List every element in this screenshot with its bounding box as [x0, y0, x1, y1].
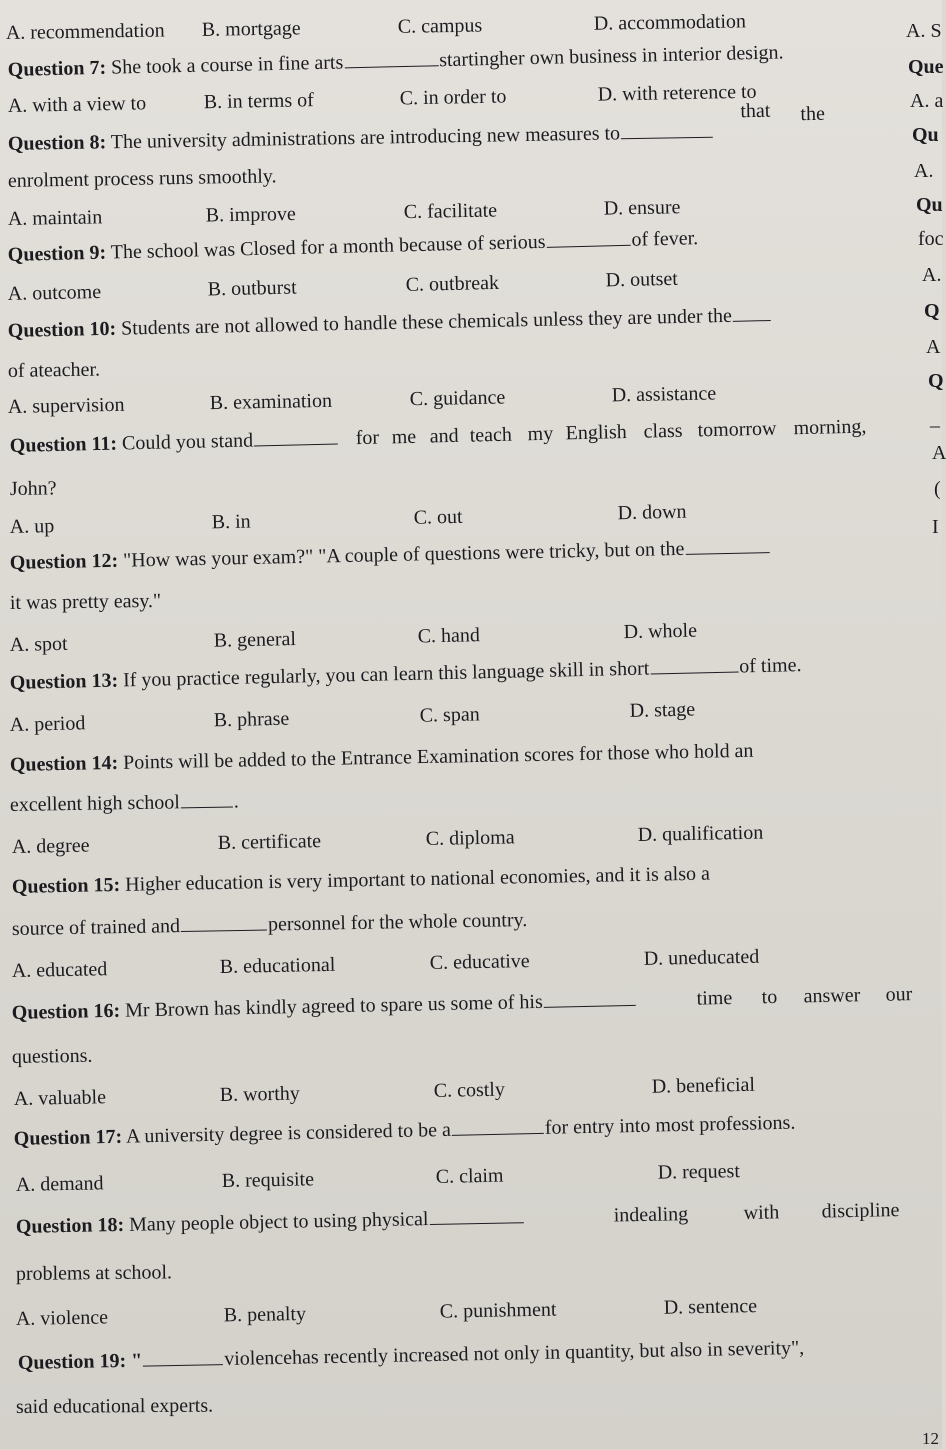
q13-option-c[interactable]: C. span	[419, 703, 480, 727]
q14-text-line2-end: .	[233, 790, 239, 813]
q11-word-morning: morning,	[793, 415, 867, 440]
right-fragment: A. a	[910, 90, 944, 112]
right-fragment: Q	[924, 300, 940, 322]
right-fragment: Qu	[916, 194, 943, 216]
q15-text-before: Higher education is very important to national economies, and it is also a	[124, 862, 711, 896]
q11-word-me: me	[391, 425, 417, 449]
q7-label: Question 7:	[7, 56, 107, 81]
q14-text-line2-wrap	[10, 790, 239, 816]
q8-option-d[interactable]: D. ensure	[603, 196, 681, 220]
q10-text-line2: of ateacher.	[7, 358, 101, 382]
page-number: 12	[922, 1429, 939, 1448]
q15-answer-blank[interactable]	[181, 916, 267, 932]
q7-text-after: startingher own business in interior design.	[438, 41, 784, 72]
right-fragment: A	[932, 442, 946, 464]
q11-text-line2: John?	[9, 477, 57, 500]
q14-answer-blank[interactable]	[181, 793, 233, 809]
q14-label: Question 14:	[9, 751, 119, 776]
q11-word-tomorrow: tomorrow	[697, 417, 777, 442]
q18-option-d[interactable]: D. sentence	[663, 1295, 758, 1319]
q18-option-a[interactable]: A. violence	[15, 1306, 109, 1330]
right-fragment: Que	[908, 56, 944, 78]
q8-text-after-2: the	[800, 102, 826, 126]
q16-word-our: our	[885, 983, 913, 1006]
q16-text-before: Mr Brown has kindly agreed to spare us some of his	[124, 990, 543, 1022]
q12-text-before: "How was your exam?" "A couple of questions were tricky, but on the	[122, 537, 685, 572]
q16-answer-blank[interactable]	[544, 991, 636, 1008]
q18-text	[16, 1206, 525, 1238]
q13-option-b[interactable]: B. phrase	[213, 707, 290, 732]
q6-option-a[interactable]: A. recommendation	[5, 19, 165, 44]
right-fragment: foc	[918, 228, 944, 250]
q17-label: Question 17:	[13, 1125, 123, 1150]
q10-option-d[interactable]: D. assistance	[611, 382, 717, 407]
q12-text	[10, 536, 771, 574]
q8-text-after-1: that	[740, 99, 771, 123]
q14-option-a[interactable]: A. degree	[11, 834, 90, 858]
q11-word-and: and	[429, 424, 459, 448]
q17-text	[14, 1112, 796, 1150]
q15-text-line2-wrap	[12, 909, 528, 940]
q13-answer-blank[interactable]	[650, 657, 738, 674]
q15-option-c[interactable]: C. educative	[429, 950, 530, 974]
q16-option-b[interactable]: B. worthy	[219, 1082, 300, 1107]
q7-option-a[interactable]: A. with a view to	[7, 92, 147, 117]
q7-option-d[interactable]: D. with reterence to	[597, 80, 757, 106]
right-fragment: A.	[922, 264, 942, 286]
q8-option-c[interactable]: C. facilitate	[403, 199, 498, 224]
q11-answer-blank[interactable]	[254, 430, 338, 447]
q8-label: Question 8:	[7, 131, 107, 155]
q12-option-c[interactable]: C. hand	[417, 624, 481, 648]
q16-text-line2: questions.	[11, 1044, 93, 1068]
q18-label: Question 18:	[15, 1213, 125, 1238]
q12-text-line2: it was pretty easy."	[9, 589, 162, 614]
q17-option-c[interactable]: C. claim	[435, 1164, 504, 1188]
q18-answer-blank[interactable]	[429, 1208, 523, 1225]
right-fragment: A. S	[906, 20, 942, 42]
q16-word-time: time	[696, 986, 733, 1010]
q9-option-a[interactable]: A. outcome	[7, 280, 102, 305]
q14-option-b[interactable]: B. certificate	[217, 830, 322, 855]
q17-answer-blank[interactable]	[452, 1119, 544, 1136]
q6-option-d[interactable]: D. accommodation	[593, 10, 747, 35]
q11-option-a[interactable]: A. up	[9, 514, 55, 538]
q6-option-c[interactable]: C. campus	[397, 14, 483, 38]
q15-option-a[interactable]: A. educated	[11, 958, 108, 982]
q9-option-b[interactable]: B. outburst	[207, 276, 297, 301]
q12-label: Question 12:	[9, 549, 119, 574]
q8-option-b[interactable]: B. improve	[205, 202, 296, 227]
q16-option-c[interactable]: C. costly	[433, 1078, 506, 1102]
q11-option-d[interactable]: D. down	[617, 500, 687, 525]
q11-word-english: English	[565, 421, 628, 445]
q14-option-d[interactable]: D. qualification	[637, 821, 764, 846]
q14-option-c[interactable]: C. diploma	[425, 826, 515, 851]
q16-text	[12, 989, 637, 1024]
q11-option-b[interactable]: B. in	[211, 510, 251, 534]
q17-option-a[interactable]: A. demand	[15, 1172, 104, 1196]
right-fragment: Qu	[912, 124, 939, 146]
q9-answer-blank[interactable]	[546, 231, 630, 248]
q18-word-indealing: indealing	[613, 1203, 689, 1227]
q14-text	[10, 740, 754, 776]
q15-option-d[interactable]: D. uneducated	[643, 945, 760, 970]
q11-word-for: for	[355, 426, 380, 450]
right-fragment: I	[932, 516, 939, 538]
right-fragment: (	[934, 478, 941, 500]
q8-option-a[interactable]: A. maintain	[7, 206, 103, 230]
q16-word-answer: answer	[803, 984, 861, 1008]
q11-text-before: Could you stand	[121, 429, 254, 455]
q18-text-line2: problems at school.	[15, 1261, 173, 1285]
q11-word-teach: teach	[469, 423, 513, 447]
q13-text-before: If you practice regularly, you can learn this language skill in short	[122, 657, 650, 692]
q12-answer-blank[interactable]	[685, 538, 769, 555]
q8-text	[8, 121, 715, 155]
q10-option-a[interactable]: A. supervision	[7, 393, 125, 418]
q16-option-d[interactable]: D. beneficial	[651, 1073, 756, 1098]
q12-option-b[interactable]: B. general	[213, 628, 297, 652]
q19-text-line2: said educational experts.	[15, 1394, 214, 1418]
q16-word-to: to	[761, 985, 778, 1009]
q15-label: Question 15:	[11, 873, 121, 898]
q8-text-line2: enrolment process runs smoothly.	[7, 165, 277, 192]
q11-label: Question 11:	[9, 432, 118, 457]
q13-text-after: of time.	[739, 654, 802, 678]
right-fragment: A	[926, 336, 941, 358]
q19-text-after: violencehas recently increased not only in quantity, but also in severity",	[224, 1336, 805, 1371]
q8-answer-blank[interactable]	[621, 123, 713, 140]
q10-answer-blank[interactable]	[733, 306, 771, 322]
q19-label: Question 19: "	[17, 1349, 143, 1374]
q9-text	[8, 227, 699, 266]
q6-option-b[interactable]: B. mortgage	[201, 17, 301, 41]
q18-word-discipline: discipline	[821, 1199, 900, 1223]
q15-text-line2-after: personnel for the whole country.	[267, 909, 528, 936]
q9-option-c[interactable]: C. outbreak	[405, 271, 500, 296]
q11-word-class: class	[643, 419, 683, 443]
q13-option-a[interactable]: A. period	[9, 712, 86, 736]
right-fragment: A.	[914, 160, 934, 182]
q15-text-line2: source of trained and	[11, 915, 181, 940]
q7-text-before: She took a course in fine arts	[110, 51, 344, 79]
q18-word-with: with	[743, 1201, 780, 1225]
q7-text	[8, 41, 784, 81]
q7-option-c[interactable]: C. in order to	[399, 85, 507, 110]
q14-text-line2: excellent high school	[9, 791, 180, 816]
q11-word-my: my	[527, 422, 554, 446]
q19-text	[18, 1337, 805, 1374]
q11-option-c[interactable]: C. out	[413, 505, 463, 529]
q17-option-b[interactable]: B. requisite	[221, 1168, 315, 1193]
q16-label: Question 16:	[11, 999, 121, 1024]
q17-text-after: for entry into most professions.	[544, 1111, 796, 1139]
q18-option-c[interactable]: C. punishment	[439, 1298, 557, 1323]
q17-option-d[interactable]: D. request	[657, 1160, 741, 1184]
q8-text-before: The university administrations are introducing new measures to	[110, 122, 621, 154]
right-fragment: _	[930, 408, 940, 430]
q14-text-before: Points will be added to the Entrance Examination scores for those who hold an	[122, 739, 754, 774]
q7-answer-blank[interactable]	[344, 51, 438, 68]
q13-option-d[interactable]: D. stage	[629, 698, 696, 722]
q10-option-c[interactable]: C. guidance	[409, 386, 506, 411]
q10-text-before: Students are not allowed to handle these chemicals unless they are under the	[120, 304, 733, 340]
q16-option-a[interactable]: A. valuable	[13, 1086, 107, 1110]
q12-option-a[interactable]: A. spot	[9, 632, 68, 656]
q12-option-d[interactable]: D. whole	[623, 619, 698, 644]
right-fragment: Q	[928, 370, 944, 392]
q17-text-before: A university degree is considered to be a	[125, 1118, 452, 1148]
q18-option-b[interactable]: B. penalty	[223, 1302, 307, 1327]
q18-text-before: Many people object to using physical	[128, 1208, 429, 1236]
q10-option-b[interactable]: B. examination	[209, 389, 333, 415]
q15-option-b[interactable]: B. educational	[219, 953, 336, 979]
q10-text	[8, 304, 773, 342]
q10-label: Question 10:	[7, 317, 117, 342]
q9-text-after: of fever.	[631, 227, 699, 251]
q13-text	[10, 654, 802, 694]
q9-label: Question 9:	[7, 241, 107, 266]
q11-text	[10, 428, 340, 457]
q9-text-before: The school was Closed for a month because of serious	[110, 230, 546, 264]
q9-option-d[interactable]: D. outset	[605, 267, 679, 292]
q13-label: Question 13:	[9, 669, 119, 694]
q19-answer-blank[interactable]	[143, 1350, 223, 1367]
q15-text	[12, 863, 710, 898]
q7-option-b[interactable]: B. in terms of	[203, 89, 314, 114]
